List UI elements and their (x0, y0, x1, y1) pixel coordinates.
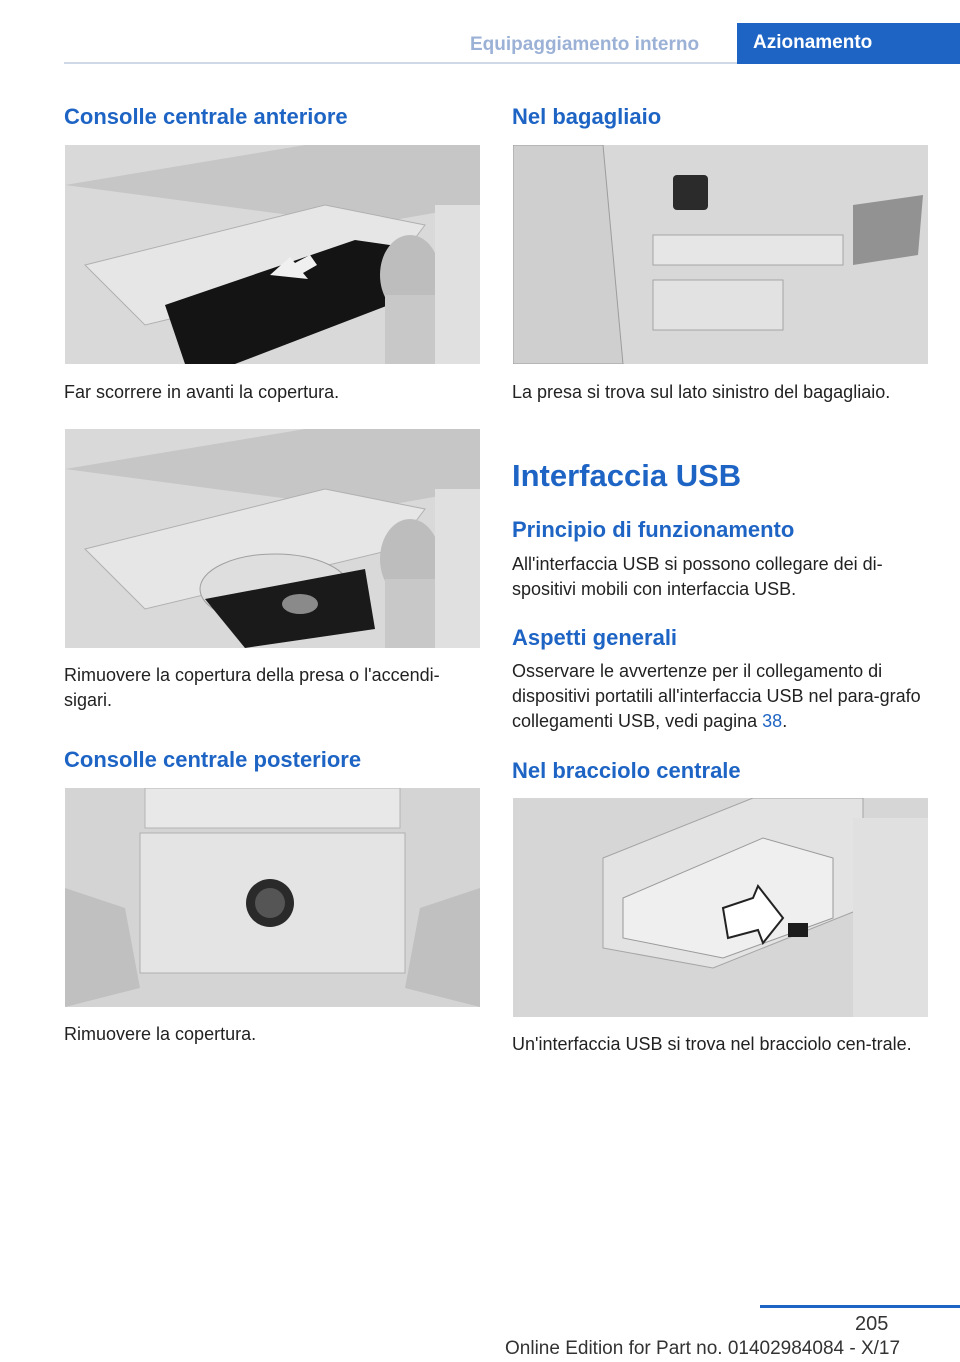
title-usb-interface: Interfaccia USB (512, 458, 742, 493)
heading-principle: Principio di funzionamento (512, 517, 795, 542)
text-general (512, 659, 932, 734)
figure-rear-console (65, 788, 480, 1007)
figure-armrest-usb (513, 798, 928, 1017)
heading-front-console: Consolle centrale anteriore (64, 104, 348, 129)
section-tab[interactable]: Equipaggiamento interno (470, 34, 700, 55)
footer-rule (760, 1305, 960, 1308)
caption-front-slide: Far scorrere in avanti la copertura. (64, 382, 340, 402)
page-number: 205 (855, 1313, 889, 1335)
edition-note: Online Edition for Part no. 01402984084 - X/17 (505, 1338, 901, 1359)
caption-armrest: Un'interfaccia USB si trova nel bracciolo cen-trale. (512, 1034, 912, 1054)
chapter-tab[interactable]: Azionamento (737, 23, 960, 64)
figure-trunk-socket (513, 145, 928, 364)
page-link-38[interactable]: 38 (762, 711, 783, 731)
figure-front-console-slide (65, 145, 480, 364)
caption-rear-console: Rimuovere la copertura. (64, 1024, 257, 1044)
caption-trunk: La presa si trova sul lato sinistro del bagagliaio. (512, 382, 891, 402)
text-general-end: . (782, 711, 788, 731)
heading-trunk: Nel bagagliaio (512, 104, 662, 129)
text-principle: All'interfaccia USB si possono collegare dei di-spositivi mobili con interfaccia USB. (512, 554, 883, 599)
heading-rear-console: Consolle centrale posteriore (64, 747, 362, 772)
text-general-body: Osservare le avvertenze per il collegamento di dispositivi portatili all'interfaccia USB nel para-grafo collegamenti USB, vedi pagina (512, 661, 921, 731)
caption-front-socket: Rimuovere la copertura della presa o l'accendi-sigari. (64, 665, 440, 710)
heading-armrest: Nel bracciolo centrale (512, 758, 741, 783)
heading-general: Aspetti generali (512, 625, 678, 650)
figure-front-console-socket (65, 429, 480, 648)
